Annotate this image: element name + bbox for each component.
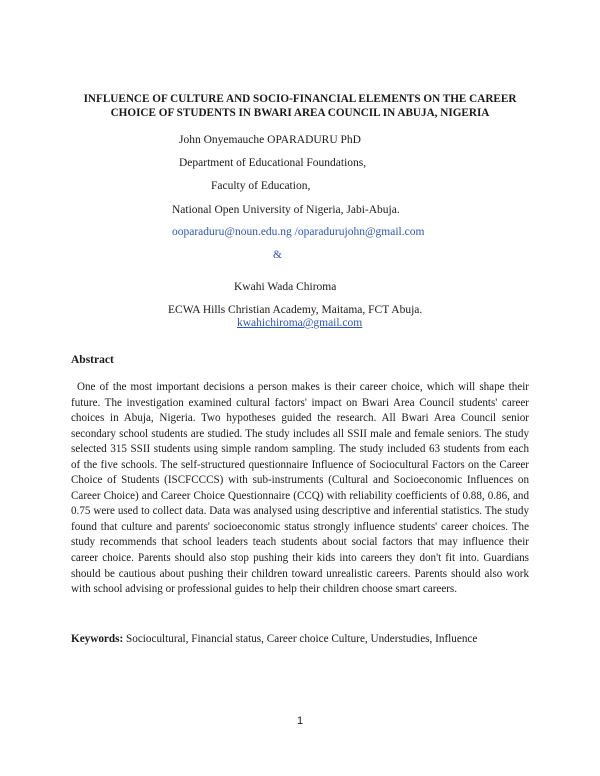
- author1-email-link[interactable]: ooparaduru@noun.edu.ng /oparadurujohn@gmail.com: [172, 226, 425, 238]
- author1-name: John Onyemauche OPARADURU PhD: [179, 134, 361, 146]
- title-line-2: CHOICE OF STUDENTS IN BWARI AREA COUNCIL IN ABUJA, NIGERIA: [110, 107, 490, 119]
- title-line-1: INFLUENCE OF CULTURE AND SOCIO-FINANCIAL ELEMENTS ON THE CAREER: [83, 93, 517, 105]
- ampersand: &: [273, 249, 282, 261]
- keywords-line: [71, 633, 477, 645]
- author2-affiliation: ECWA Hills Christian Academy, Maitama, FCT Abuja.: [168, 304, 423, 316]
- author1-faculty: Faculty of Education,: [211, 180, 311, 192]
- page-number: 1: [296, 715, 304, 727]
- abstract-text: One of the most important decisions a person makes is their career choice, which will shape their future. The investigation examined cultural factors' impact on Bwari Area Council students' career choices in Abuja, Nigeria. Two hypotheses guided the research. All Bwari Area Council senior secondary school students are studied. The study includes all SSII male and female seniors. The study selected 315 SSII students using simple random sampling. The study included 63 students from each of the five schools. The self-structured questionnaire Influence of Sociocultural Factors on the Career Choice of Students (ISCFCCCS) with sub-instruments (Cultural and Socioeconomic Influences on Career Choice) and Career Choice Questionnaire (CCQ) with reliability coefficients of 0.88, 0.86, and 0.75 were used to collect data. Data was analysed using descriptive and inferential statistics. The study found that culture and parents' socioeconomic status strongly influence students' career choices. The study recommends that school leaders teach students about social factors that may influence their career choice. Parents should also stop pushing their kids into careers they don't fit into. Guardians should be cautious about pushing their children toward unrealistic careers. Parents should also work with school advising or professional guides to help their children choose smart careers.: [71, 381, 529, 596]
- author1-department: Department of Educational Foundations,: [179, 157, 367, 169]
- author2-email-link[interactable]: kwahichiroma@gmail.com: [237, 317, 363, 329]
- author1-university: National Open University of Nigeria, Jabi-Abuja.: [172, 204, 400, 216]
- paper-title: [40, 92, 560, 120]
- abstract-body: [71, 380, 529, 598]
- abstract-heading: Abstract: [71, 354, 114, 366]
- author2-name: Kwahi Wada Chiroma: [234, 281, 337, 293]
- keywords-text: Sociocultural, Financial status, Career choice Culture, Understudies, Influence: [123, 633, 478, 645]
- keywords-label: Keywords:: [71, 633, 124, 645]
